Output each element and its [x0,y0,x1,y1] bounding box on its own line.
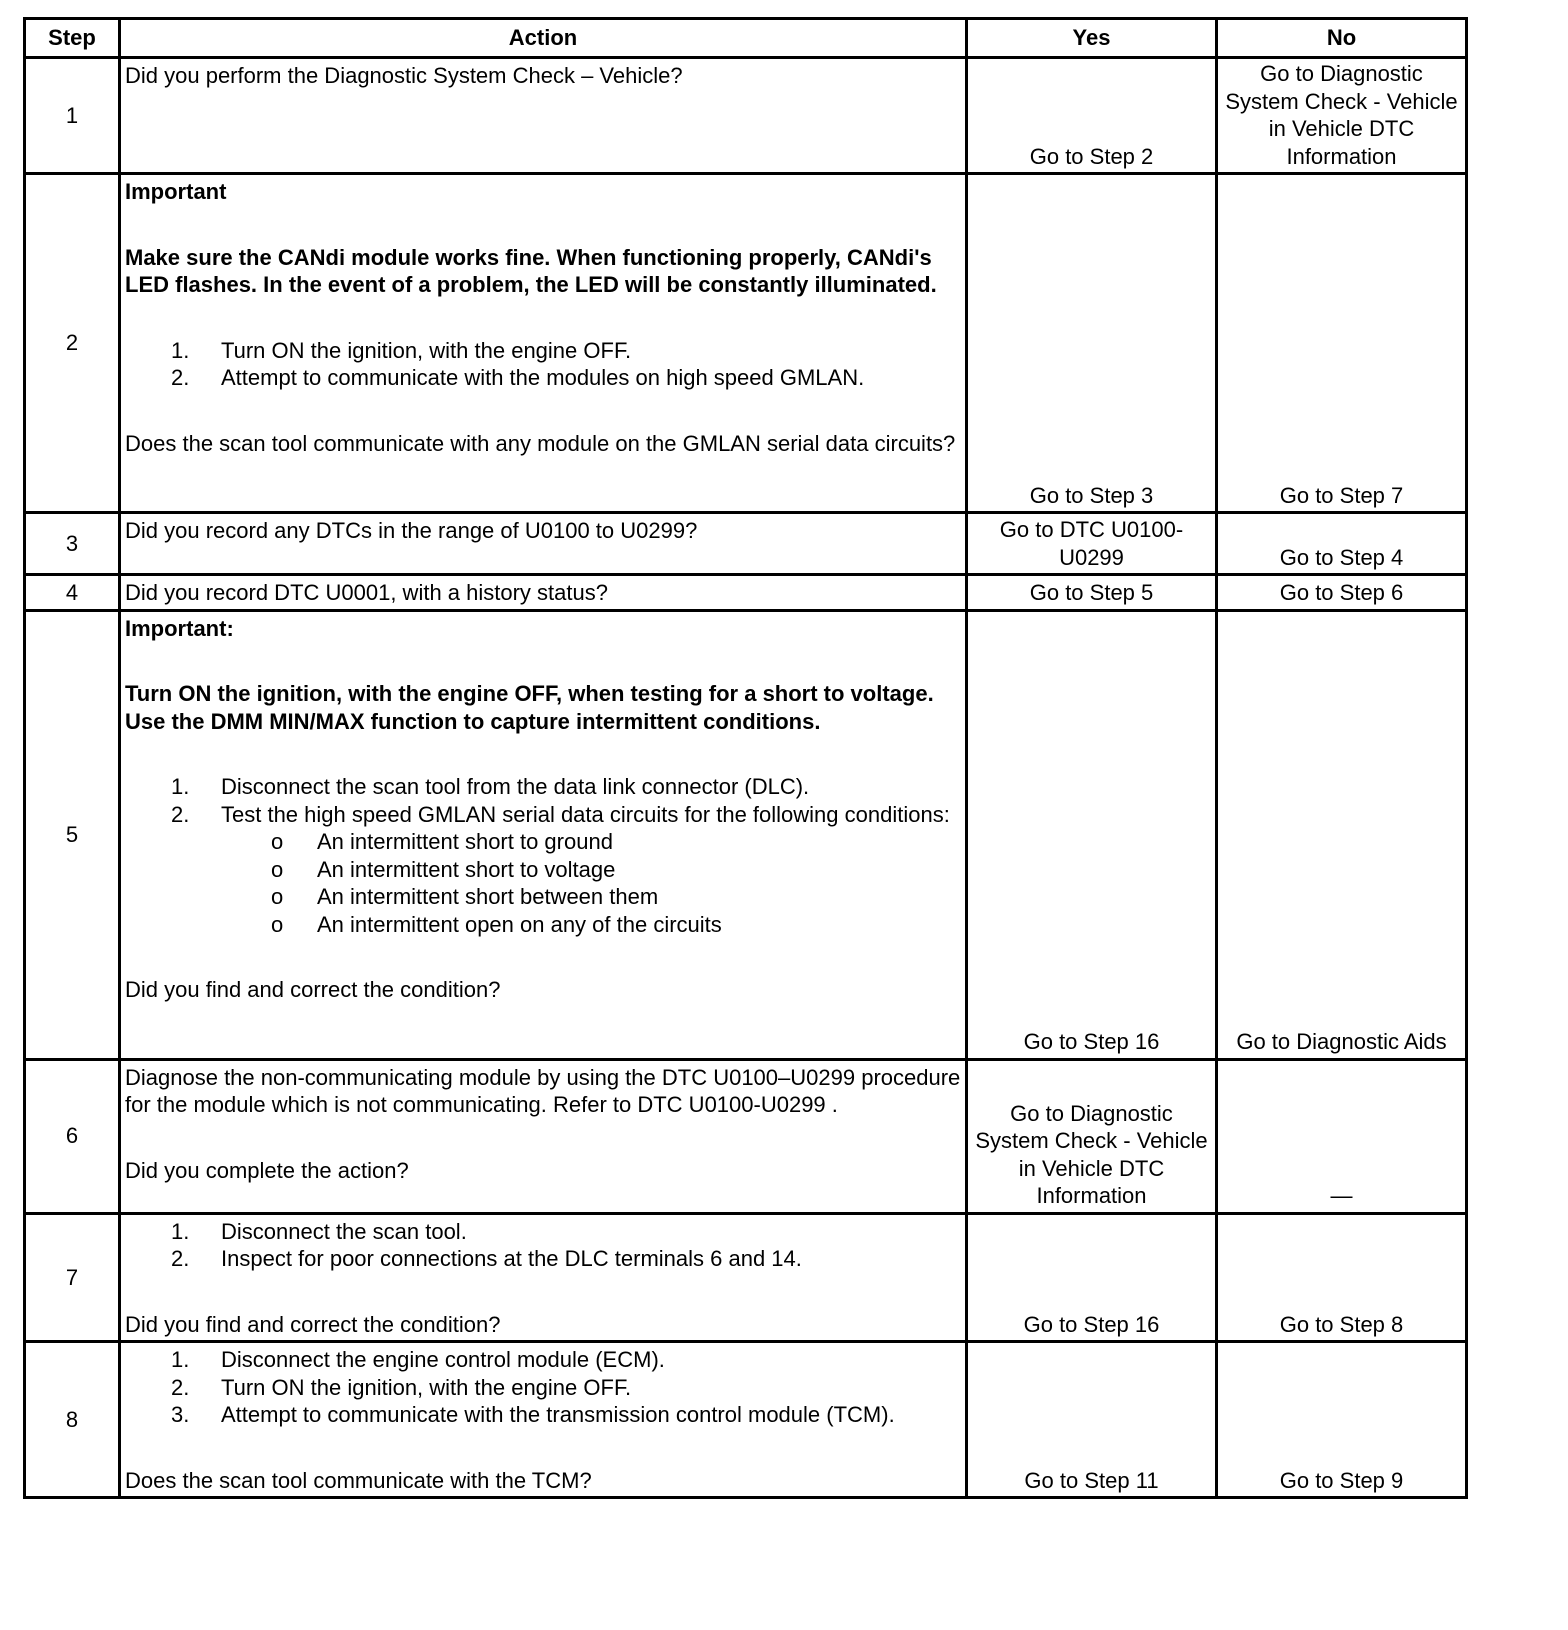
step-number: 3 [25,513,120,575]
list-text: Disconnect the engine control module (ECM). [221,1347,665,1372]
action-text: Did you find and correct the condition? [125,977,501,1002]
action-text: Did you complete the action? [125,1157,409,1183]
list-item [125,801,961,829]
action-cell [120,58,967,174]
header-no: No [1217,19,1467,58]
list-text: Test the high speed GMLAN serial data circuits for the following conditions: [221,801,950,827]
yes-result: Go to Step 2 [967,58,1217,174]
list-number: 1. [171,337,190,363]
important-note: Important [125,179,227,204]
header-action: Action [120,19,967,58]
list-item [125,1346,961,1374]
instruction-list [125,773,961,938]
instruction-list [125,337,961,392]
no-result: — [1217,1059,1467,1213]
list-text: Turn ON the ignition, with the engine OFF. [221,1374,632,1400]
list-text: Turn ON the ignition, with the engine OFF. [221,337,632,363]
action-text: Does the scan tool communicate with the TCM? [125,1467,592,1493]
bullet-item [125,828,961,856]
list-number: 2. [171,1246,190,1271]
action-text: Did you record DTC U0001, with a history status? [125,580,608,605]
bullet-list [125,828,961,938]
step-number: 6 [25,1059,120,1213]
table-row [25,610,1467,1059]
list-text: Disconnect the scan tool. [221,1218,467,1244]
yes-result: Go to Diagnostic System Check - Vehicle in Vehicle DTC Information [967,1059,1217,1213]
important-note: Important: [125,615,234,641]
bullet-text: An intermittent short to voltage [317,856,616,882]
bullet-icon: o [271,856,284,882]
step-number: 8 [25,1342,120,1498]
action-cell [120,174,967,513]
table-row [25,174,1467,513]
bullet-icon: o [271,884,284,909]
table-row [25,1342,1467,1498]
instruction-list [125,1218,961,1273]
numbered-list [125,773,961,828]
list-item [125,364,961,392]
bullet-item [125,911,961,939]
instruction-list [125,1346,961,1429]
bullet-text: An intermittent short to ground [317,829,613,854]
numbered-list [125,1218,961,1273]
action-text: Did you record any DTCs in the range of U0100 to U0299? [125,518,698,543]
step-number: 2 [25,174,120,513]
step-number: 5 [25,610,120,1059]
no-result: Go to Step 8 [1217,1213,1467,1342]
yes-result: Go to DTC U0100-U0299 [967,513,1217,575]
no-result: Go to Step 6 [1217,575,1467,611]
step-number: 1 [25,58,120,174]
action-text: Did you perform the Diagnostic System Check – Vehicle? [125,63,683,88]
header-yes: Yes [967,19,1217,58]
header-row [25,19,1467,58]
no-result: Go to Step 7 [1217,174,1467,513]
list-item [125,773,961,801]
numbered-list [125,1346,961,1429]
table-row [25,1059,1467,1213]
numbered-list [125,337,961,392]
list-item [125,1218,961,1246]
no-result: Go to Diagnostic Aids [1217,610,1467,1059]
action-cell [120,575,967,611]
action-text: Diagnose the non-communicating module by using the DTC U0100–U0299 procedure for the module which is not communicating. Refer to DTC U0100-U0299 . [125,1064,961,1117]
bullet-item [125,856,961,884]
table-body [25,58,1467,1498]
yes-result: Go to Step 5 [967,575,1217,611]
list-number: 1. [171,1347,190,1372]
list-number: 2. [171,801,190,827]
step-number: 7 [25,1213,120,1342]
yes-result: Go to Step 16 [967,1213,1217,1342]
bullet-icon: o [271,911,284,937]
important-note: Turn ON the ignition, with the engine OFF, when testing for a short to voltage. Use the DMM MIN/MAX function to capture intermittent conditions. [125,681,934,734]
bullet-item [125,883,961,911]
header-step: Step [25,19,120,58]
list-item [125,337,961,365]
list-number: 2. [171,365,190,390]
important-note: Make sure the CANdi module works fine. When functioning properly, CANdi's LED flashes. In the event of a problem, the LED will be constantly illuminated. [125,244,937,297]
step-number: 4 [25,575,120,611]
list-text: Disconnect the scan tool from the data link connector (DLC). [221,774,810,799]
action-cell [120,1213,967,1342]
table-row [25,58,1467,174]
diagnostic-table [23,17,1468,1499]
list-text: Inspect for poor connections at the DLC terminals 6 and 14. [221,1246,802,1271]
list-text: Attempt to communicate with the transmission control module (TCM). [221,1402,895,1427]
action-cell [120,513,967,575]
bullet-icon: o [271,829,284,854]
action-text: Did you find and correct the condition? [125,1311,501,1337]
yes-result: Go to Step 11 [967,1342,1217,1498]
no-result: Go to Step 4 [1217,513,1467,575]
list-number: 1. [171,774,190,799]
action-cell [120,1059,967,1213]
table-row [25,513,1467,575]
no-result: Go to Diagnostic System Check - Vehicle in Vehicle DTC Information [1217,58,1467,174]
bullet-text: An intermittent short between them [317,884,659,909]
table-row [25,1213,1467,1342]
list-item [125,1245,961,1273]
action-text: Does the scan tool communicate with any module on the GMLAN serial data circuits? [125,430,956,456]
list-item [125,1374,961,1402]
action-cell [120,610,967,1059]
list-number: 3. [171,1402,190,1427]
list-number: 2. [171,1374,190,1400]
yes-result: Go to Step 3 [967,174,1217,513]
list-text: Attempt to communicate with the modules on high speed GMLAN. [221,365,865,390]
action-cell [120,1342,967,1498]
yes-result: Go to Step 16 [967,610,1217,1059]
no-result: Go to Step 9 [1217,1342,1467,1498]
list-number: 1. [171,1218,190,1244]
table-row [25,575,1467,611]
list-item [125,1401,961,1429]
bullet-text: An intermittent open on any of the circuits [317,911,722,937]
